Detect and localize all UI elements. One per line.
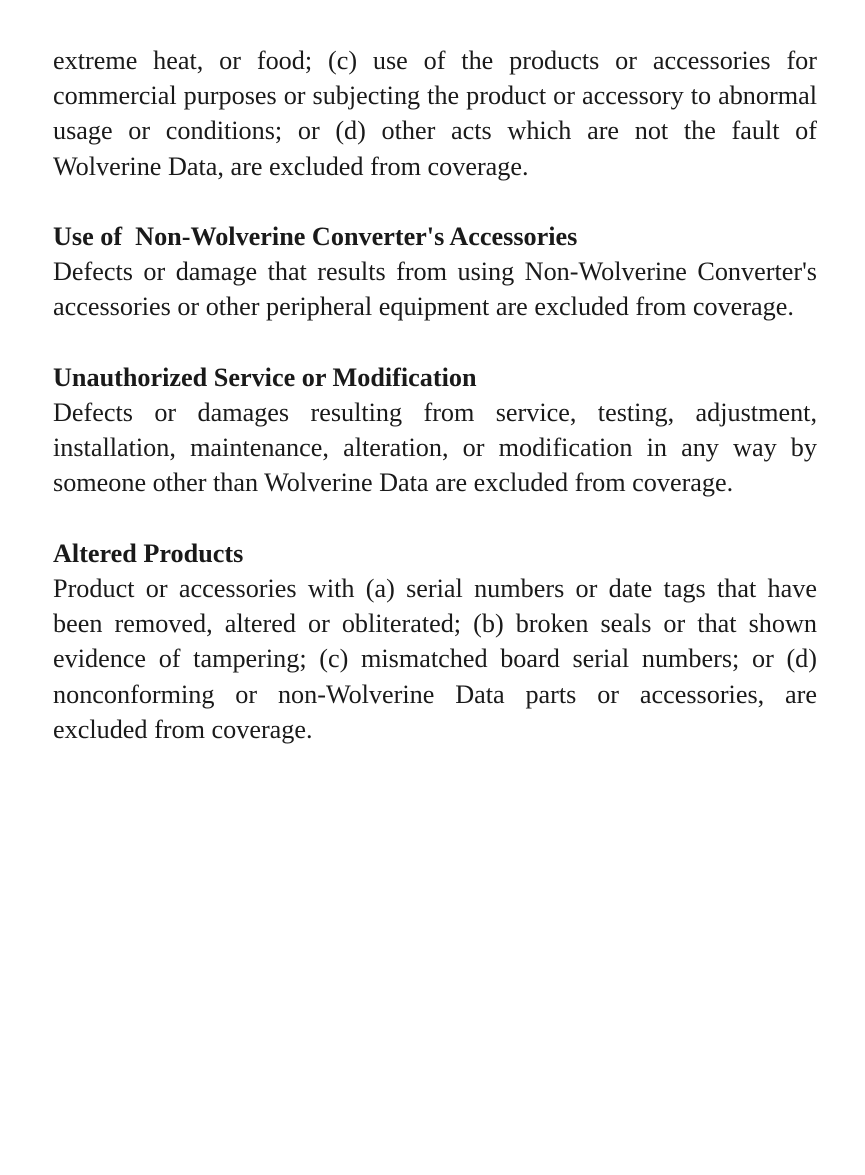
section-heading: Use of Non-Wolverine Converter's Accessories (53, 222, 578, 251)
section-heading: Unauthorized Service or Modification (53, 362, 477, 392)
section-altered-products (53, 536, 817, 747)
section-body: Defects or damage that results from using Non-Wolverine Converter's accessories or other peripheral equipment are excluded from coverage. (53, 257, 817, 322)
intro-paragraph: extreme heat, or food; (c) use of the products or accessories for commercial purposes or subjecting the product or accessory to abnormal usage or conditions; or (d) other acts which are not the fault of Wolverine Data, are excluded from coverage. (53, 46, 817, 181)
section-heading: Altered Products (53, 538, 244, 568)
section-body: Defects or damages resulting from service, testing, adjustment, installation, maintenance, alteration, or modification in any way by someone other than Wolverine Data are excluded from coverage. (53, 398, 817, 498)
document-page (53, 43, 817, 747)
section-non-wolverine-accessories (53, 219, 817, 325)
section-unauthorized-service (53, 360, 817, 501)
section-body: Product or accessories with (a) serial numbers or date tags that have been removed, altered or obliterated; (b) broken seals or that shown evidence of tampering; (c) mismatched board serial numbers; or (d) nonconforming or non-Wolverine Data parts or accessories, are excluded from coverage. (53, 574, 817, 744)
